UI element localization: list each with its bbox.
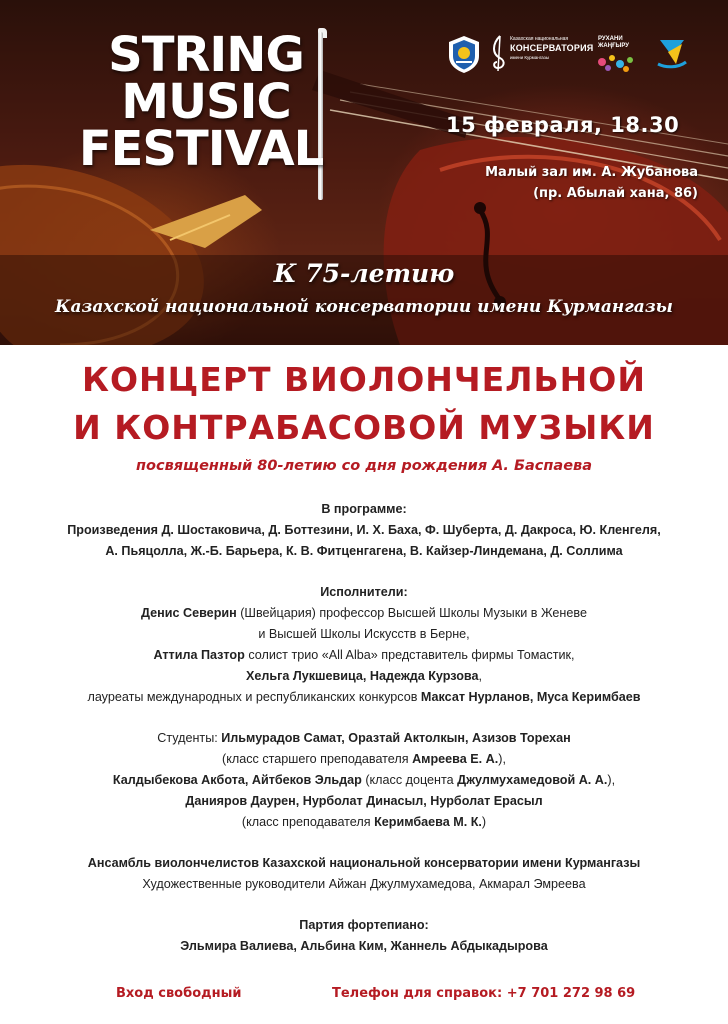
ensemble-name: Ансамбль виолончелистов Казахской национальной консерватории имени Курмангазы xyxy=(87,856,641,870)
students-group3-names: Данияров Даурен, Нурболат Динасыл, Нурболат Ерасыл xyxy=(185,794,543,808)
students-group1-names: Ильмурадов Самат, Оразтай Актолкын, Азизов Торехан xyxy=(221,731,571,745)
partner-logos xyxy=(446,34,696,76)
venue-line1: Малый зал им. А. Жубанова xyxy=(485,165,698,180)
piano-names: Эльмира Валиева, Альбина Ким, Жаннель Абдыкадырова xyxy=(180,939,548,953)
anniversary-heading: К 75-летию xyxy=(273,259,455,288)
festival-title-line3: FESTIVAL xyxy=(78,121,324,178)
concert-title-line2: И КОНТРАБАСОВОЙ МУЗЫКИ xyxy=(73,408,655,447)
conservatory-logo xyxy=(488,34,594,74)
performer-laureates xyxy=(0,690,728,704)
ornament-icon xyxy=(592,52,640,74)
concert-dedication: посвященный 80-летию со дня рождения А. Баспаева xyxy=(136,458,592,474)
students-group1 xyxy=(0,731,728,745)
performer-pastor xyxy=(0,648,728,662)
program-line2: А. Пьяцолла, Ж.-Б. Барьера, К. В. Фитценгагена, В. Кайзер-Линдемана, Д. Соллима xyxy=(105,544,623,558)
performer-severin-name: Денис Северин xyxy=(141,606,237,620)
performer-pastor-desc: солист трио «All Alba» представитель фирмы Томастик, xyxy=(244,648,575,662)
performer-severin xyxy=(0,606,728,620)
program-line1: Произведения Д. Шостаковича, Д. Боттезини, И. Х. Баха, Ф. Шуберта, Д. Дакроса, Ю. Кленгеля, xyxy=(67,523,661,537)
treble-clef-icon xyxy=(488,34,508,72)
ensemble-directors: Художественные руководители Айжан Джулмухамедова, Акмарал Эмреева xyxy=(142,877,586,891)
conservatory-subtitle: имени Курмангазы xyxy=(510,55,550,60)
conservatory-caption: Казахская национальная xyxy=(510,36,569,42)
festival-title-line1: STRING xyxy=(108,27,304,83)
conservatory-name: КОНСЕРВАТОРИЯ xyxy=(510,43,594,53)
inquiry-phone: Телефон для справок: +7 701 272 98 69 xyxy=(332,986,636,1001)
performer-duo-comma: , xyxy=(478,669,483,683)
group1-class-suffix: ), xyxy=(498,752,506,766)
performer-severin-desc: (Швейцария) профессор Высшей Школы Музыки в Женеве xyxy=(236,606,587,620)
performers-heading: Исполнители: xyxy=(320,585,408,599)
program-heading: В программе: xyxy=(321,502,407,516)
group3-class-prefix: (класс преподавателя xyxy=(241,815,375,829)
laureates-text: лауреаты международных и республиканских конкурсов xyxy=(87,690,421,704)
ruhani-line1: РУХАНИ xyxy=(598,36,623,42)
group2-teacher: Джулмухамедовой А. А. xyxy=(457,773,608,787)
group3-teacher: Керимбаева М. К. xyxy=(374,815,482,829)
anniversary-subheading: Казахской национальной консерватории имени Курмангазы xyxy=(55,297,673,317)
ruhani-zhangyru-logo xyxy=(592,34,640,74)
free-entry-note: Вход свободный xyxy=(116,986,242,1001)
performer-duo-names: Хельга Лукшевица, Надежда Курзова xyxy=(245,669,479,683)
venue-line2: (пр. Абылай хана, 86) xyxy=(533,186,698,201)
festival-title xyxy=(78,27,326,178)
group1-teacher: Амреева Е. А. xyxy=(412,752,499,766)
group2-class-prefix: (класс доцента xyxy=(361,773,458,787)
university-emblem-icon xyxy=(446,34,482,74)
group3-class-suffix: ) xyxy=(481,815,487,829)
laureates-names: Максат Нурланов, Муса Керимбаев xyxy=(420,690,641,704)
group2-class-suffix: ), xyxy=(607,773,616,787)
students-group3-class xyxy=(0,815,728,829)
performer-duo xyxy=(0,669,728,683)
performer-pastor-name: Аттила Пазтор xyxy=(153,648,245,662)
students-label: Студенты: xyxy=(157,731,222,745)
students-group1-class xyxy=(0,752,728,766)
performer-severin-desc2: и Высшей Школы Искусств в Берне, xyxy=(258,627,470,641)
students-group2 xyxy=(0,773,728,787)
festival-title-line2: MUSIC xyxy=(121,74,291,131)
event-date-time: 15 февраля, 18.30 xyxy=(446,113,680,137)
event-venue xyxy=(432,162,698,204)
piano-heading: Партия фортепиано: xyxy=(299,918,429,932)
jubilee-year-logo-icon xyxy=(654,34,690,74)
concert-title-line1: КОНЦЕРТ ВИОЛОНЧЕЛЬНОЙ xyxy=(82,360,646,399)
header-banner xyxy=(0,0,728,345)
ruhani-line2: ЖАҢҒЫРУ xyxy=(598,43,630,49)
students-group2-names: Калдыбекова Акбота, Айтбеков Эльдар xyxy=(112,773,362,787)
group1-class-prefix: (класс старшего преподавателя xyxy=(222,752,413,766)
